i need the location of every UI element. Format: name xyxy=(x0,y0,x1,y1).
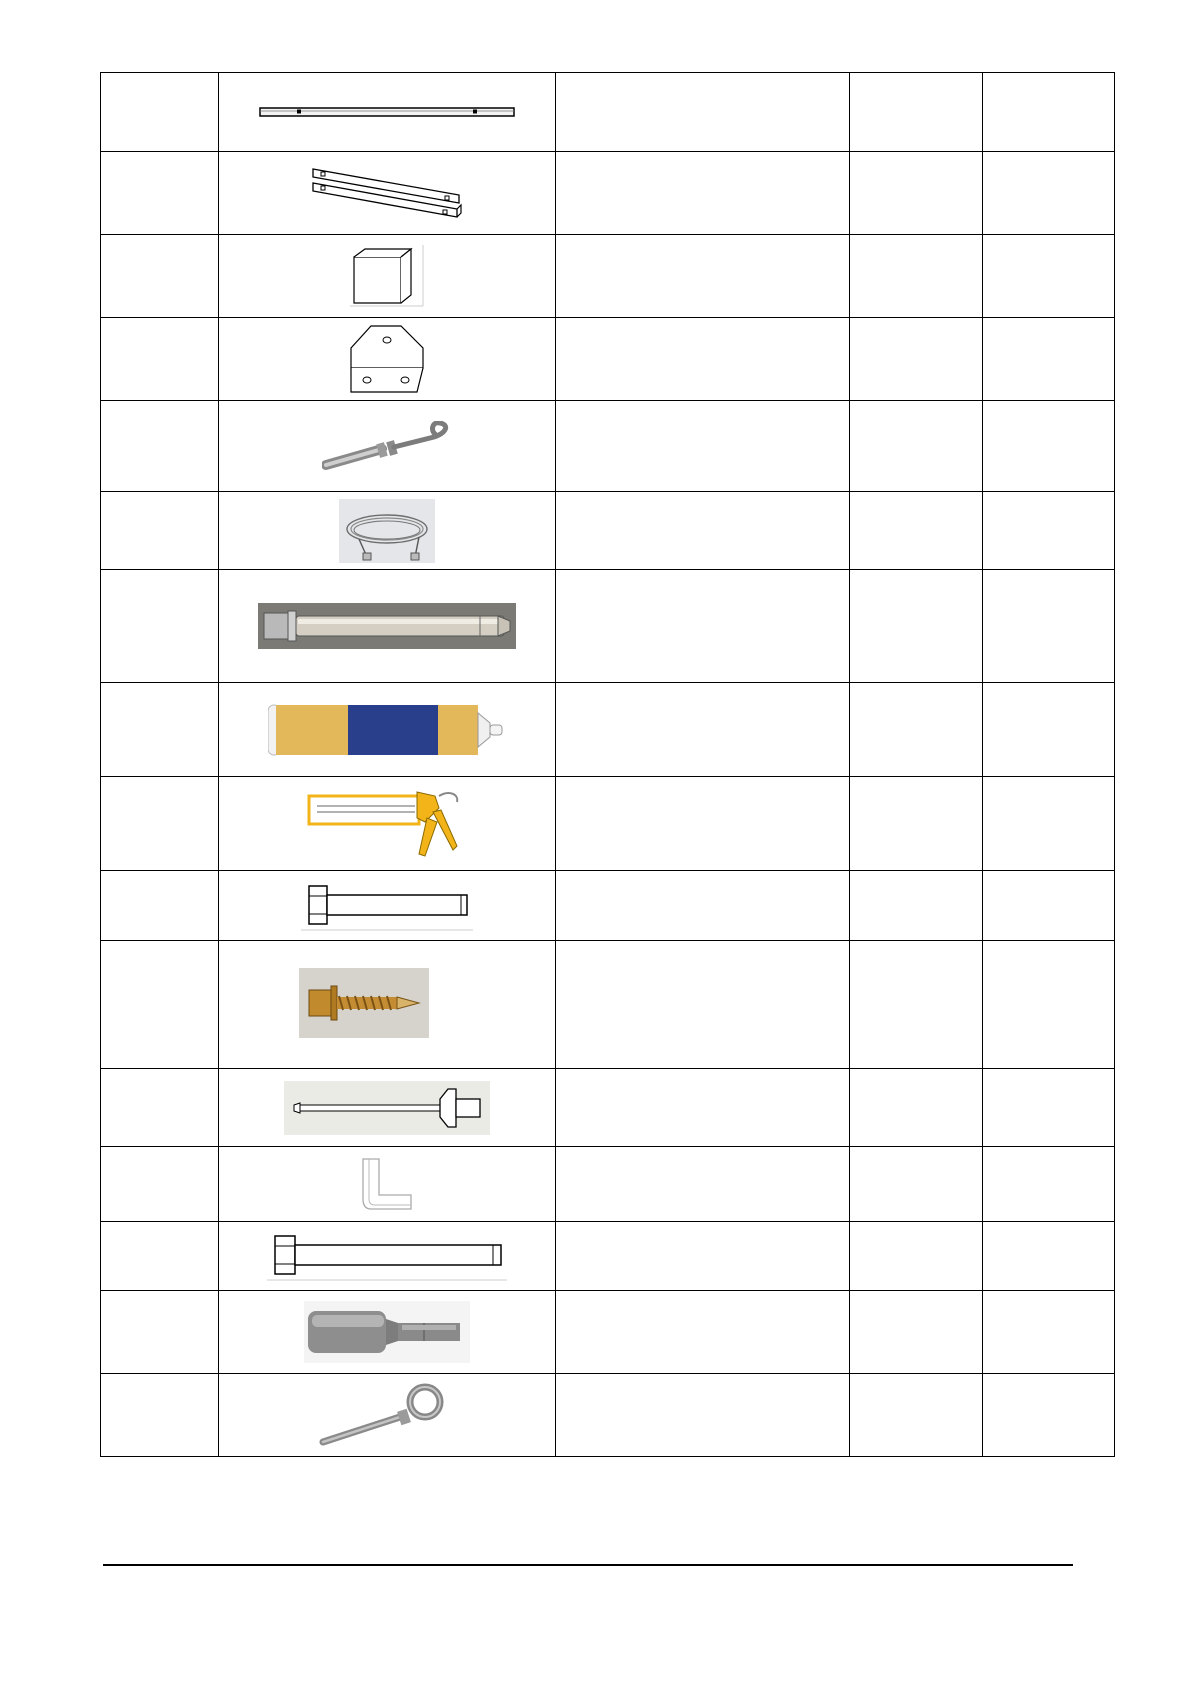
picture-cell xyxy=(219,941,556,1069)
picture-cell xyxy=(219,570,556,683)
spec-cell xyxy=(850,1147,983,1222)
description-cell xyxy=(556,777,850,871)
table-row xyxy=(101,152,1115,235)
blind-rivet-icon xyxy=(284,1081,490,1135)
qty-cell xyxy=(983,683,1115,777)
description-cell xyxy=(556,235,850,318)
table-row xyxy=(101,73,1115,152)
no-cell xyxy=(101,318,219,401)
picture-cell xyxy=(219,318,556,401)
spec-cell xyxy=(850,871,983,941)
qty-cell xyxy=(983,941,1115,1069)
table-row xyxy=(101,777,1115,871)
self-drilling-screw-icon xyxy=(299,968,429,1038)
description-cell xyxy=(556,401,850,492)
no-cell xyxy=(101,570,219,683)
spec-cell xyxy=(850,318,983,401)
description-cell xyxy=(556,1291,850,1374)
qty-cell xyxy=(983,1374,1115,1457)
description-cell xyxy=(556,73,850,152)
picture-cell xyxy=(219,683,556,777)
description-cell xyxy=(556,941,850,1069)
no-cell xyxy=(101,235,219,318)
steel-cable-icon xyxy=(339,499,435,563)
qty-cell xyxy=(983,871,1115,941)
table-row xyxy=(101,1291,1115,1374)
eye-bolt-icon xyxy=(317,1382,457,1448)
picture-cell xyxy=(219,1374,556,1457)
no-cell xyxy=(101,73,219,152)
spec-cell xyxy=(850,235,983,318)
spec-cell xyxy=(850,683,983,777)
no-cell xyxy=(101,401,219,492)
no-cell xyxy=(101,683,219,777)
parts-table xyxy=(100,72,1115,1457)
spec-cell xyxy=(850,1291,983,1374)
description-cell xyxy=(556,683,850,777)
no-cell xyxy=(101,1374,219,1457)
qty-cell xyxy=(983,1222,1115,1291)
description-cell xyxy=(556,1147,850,1222)
steel-rail-icon xyxy=(259,105,515,119)
table-row xyxy=(101,235,1115,318)
table-row xyxy=(101,492,1115,570)
spec-cell xyxy=(850,570,983,683)
picture-cell xyxy=(219,73,556,152)
no-cell xyxy=(101,1147,219,1222)
spec-cell xyxy=(850,941,983,1069)
table-row xyxy=(101,1222,1115,1291)
description-cell xyxy=(556,570,850,683)
qty-cell xyxy=(983,318,1115,401)
sealant-tube-icon xyxy=(268,703,506,757)
picture-cell xyxy=(219,1291,556,1374)
picture-cell xyxy=(219,152,556,235)
qty-cell xyxy=(983,492,1115,570)
no-cell xyxy=(101,941,219,1069)
qty-cell xyxy=(983,570,1115,683)
qty-cell xyxy=(983,1147,1115,1222)
no-cell xyxy=(101,777,219,871)
picture-cell xyxy=(219,777,556,871)
table-row xyxy=(101,871,1115,941)
expansion-hook-icon xyxy=(322,421,452,471)
spec-cell xyxy=(850,777,983,871)
spec-cell xyxy=(850,492,983,570)
spec-cell xyxy=(850,1374,983,1457)
picture-cell xyxy=(219,235,556,318)
qty-cell xyxy=(983,152,1115,235)
qty-cell xyxy=(983,777,1115,871)
long-hex-bolt-icon xyxy=(267,1230,507,1282)
spec-cell xyxy=(850,73,983,152)
mounting-plate-icon xyxy=(345,322,429,396)
picture-cell xyxy=(219,1222,556,1291)
spec-cell xyxy=(850,401,983,492)
description-cell xyxy=(556,1222,850,1291)
no-cell xyxy=(101,871,219,941)
caulking-gun-icon xyxy=(307,788,467,860)
nut-setter-bit-icon xyxy=(304,1301,470,1363)
qty-cell xyxy=(983,73,1115,152)
qty-cell xyxy=(983,235,1115,318)
footer-divider xyxy=(103,1564,1073,1566)
spec-cell xyxy=(850,1222,983,1291)
no-cell xyxy=(101,492,219,570)
table-row xyxy=(101,1147,1115,1222)
corner-clip-icon xyxy=(359,1155,415,1213)
spec-cell xyxy=(850,152,983,235)
table-row xyxy=(101,1374,1115,1457)
description-cell xyxy=(556,871,850,941)
table-row xyxy=(101,318,1115,401)
picture-cell xyxy=(219,1147,556,1222)
table-row xyxy=(101,401,1115,492)
description-cell xyxy=(556,152,850,235)
picture-cell xyxy=(219,492,556,570)
table-row xyxy=(101,570,1115,683)
table-row xyxy=(101,1069,1115,1147)
no-cell xyxy=(101,1222,219,1291)
qty-cell xyxy=(983,401,1115,492)
angle-bracket-pair-icon xyxy=(311,165,463,221)
table-row xyxy=(101,941,1115,1069)
expansion-anchor-icon xyxy=(258,603,516,649)
picture-cell xyxy=(219,401,556,492)
qty-cell xyxy=(983,1291,1115,1374)
no-cell xyxy=(101,152,219,235)
no-cell xyxy=(101,1291,219,1374)
picture-cell xyxy=(219,871,556,941)
hex-bolt-icon xyxy=(301,880,473,932)
end-cap-icon xyxy=(349,243,425,309)
picture-cell xyxy=(219,1069,556,1147)
description-cell xyxy=(556,1374,850,1457)
description-cell xyxy=(556,1069,850,1147)
spec-cell xyxy=(850,1069,983,1147)
description-cell xyxy=(556,318,850,401)
no-cell xyxy=(101,1069,219,1147)
qty-cell xyxy=(983,1069,1115,1147)
description-cell xyxy=(556,492,850,570)
table-row xyxy=(101,683,1115,777)
